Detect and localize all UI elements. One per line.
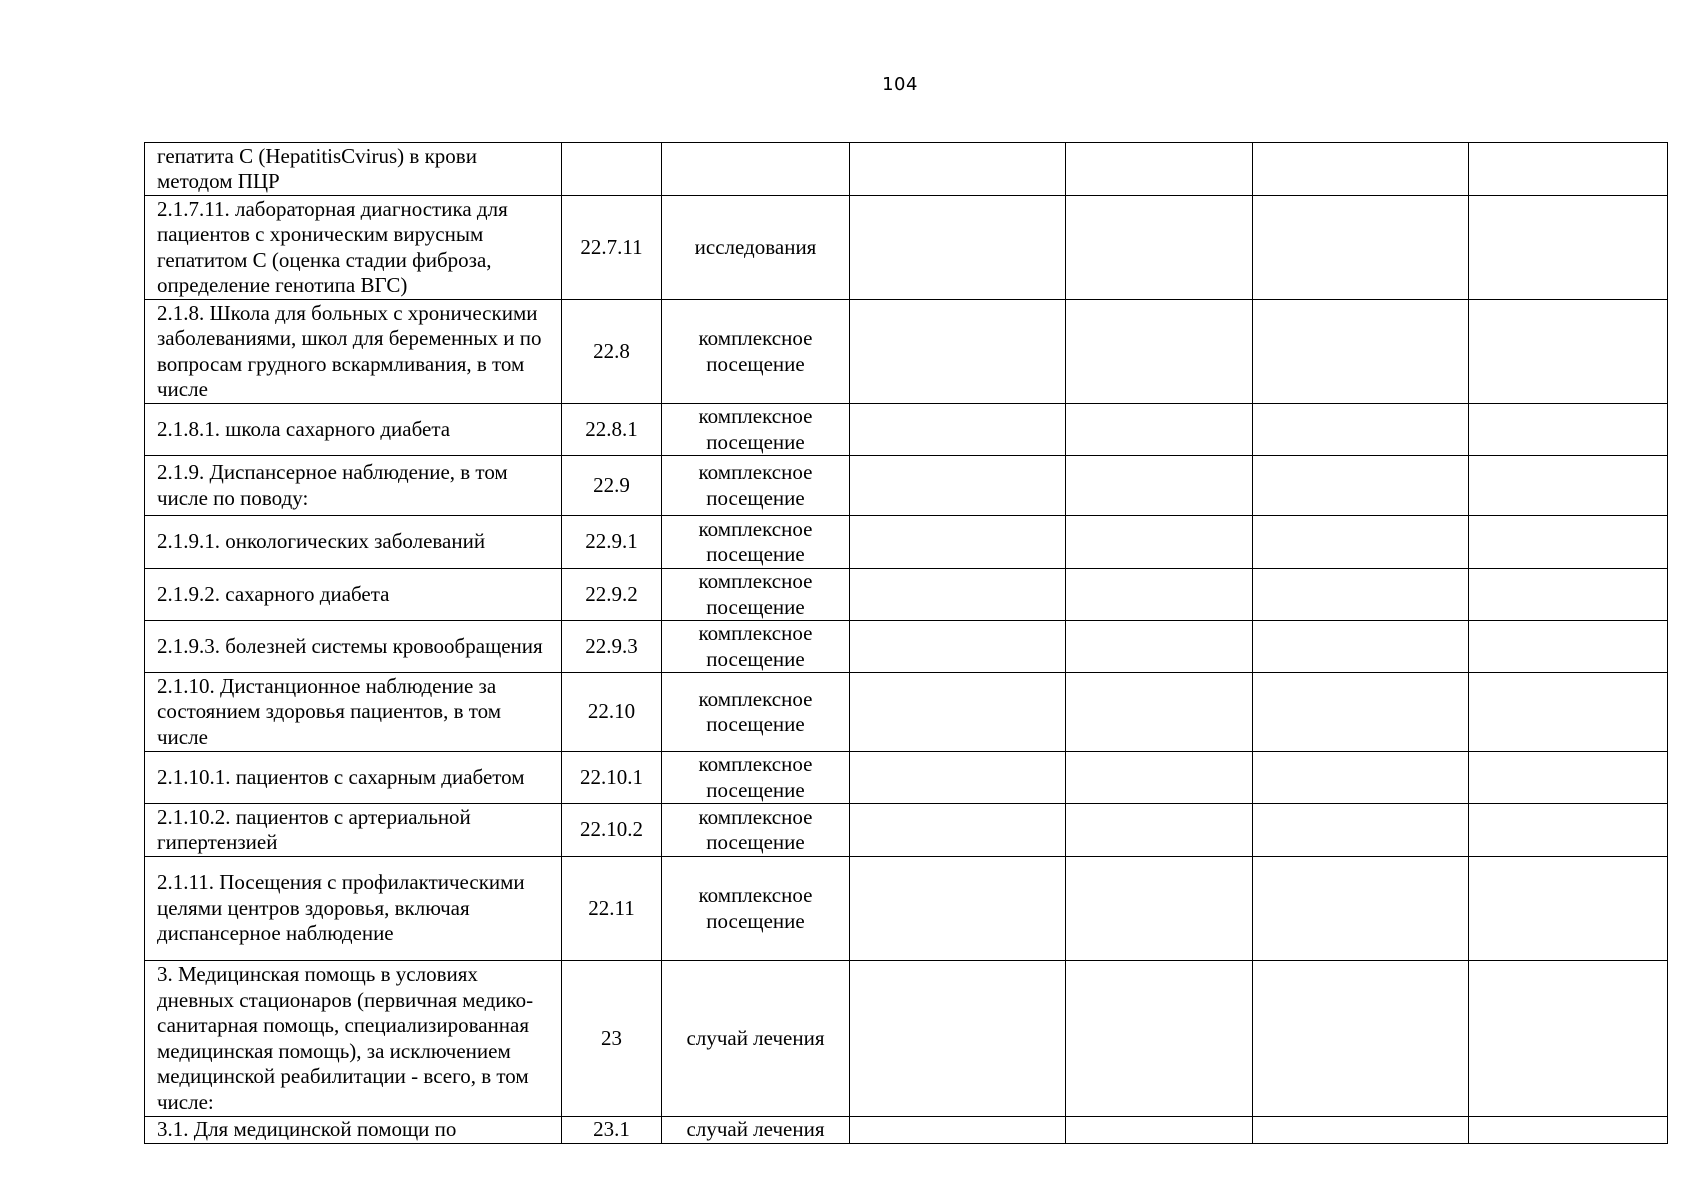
table-row	[145, 300, 1668, 404]
table-row	[145, 569, 1668, 621]
empty-cell	[1469, 857, 1668, 961]
empty-cell	[1253, 456, 1469, 516]
row-code: 22.7.11	[562, 196, 662, 300]
empty-cell	[1469, 143, 1668, 196]
table-row	[145, 516, 1668, 569]
row-code: 22.9	[562, 456, 662, 516]
row-code: 22.9.1	[562, 516, 662, 569]
empty-cell	[1253, 569, 1469, 621]
empty-cell	[1066, 673, 1253, 752]
row-name: 2.1.9.3. болезней системы кровообращения	[145, 621, 562, 673]
empty-cell	[1469, 196, 1668, 300]
empty-cell	[1253, 804, 1469, 857]
empty-cell	[1066, 804, 1253, 857]
empty-cell	[1066, 300, 1253, 404]
empty-cell	[850, 857, 1066, 961]
row-name: 2.1.9.2. сахарного диабета	[145, 569, 562, 621]
empty-cell	[1066, 569, 1253, 621]
row-name: 2.1.9. Диспансерное наблюдение, в том числе по поводу:	[145, 456, 562, 516]
empty-cell	[850, 404, 1066, 456]
empty-cell	[1253, 673, 1469, 752]
empty-cell	[1253, 143, 1469, 196]
empty-cell	[1253, 961, 1469, 1117]
row-unit: комплексное посещение	[662, 300, 850, 404]
empty-cell	[850, 516, 1066, 569]
empty-cell	[1066, 404, 1253, 456]
empty-cell	[1469, 961, 1668, 1117]
row-code: 22.10.2	[562, 804, 662, 857]
row-unit: комплексное посещение	[662, 404, 850, 456]
empty-cell	[1253, 516, 1469, 569]
row-unit: случай лечения	[662, 961, 850, 1117]
row-code: 22.10.1	[562, 752, 662, 804]
table-row	[145, 857, 1668, 961]
row-code: 23	[562, 961, 662, 1117]
row-name: гепатита С (HepatitisCvirus) в крови методом ПЦР	[145, 143, 562, 196]
empty-cell	[850, 752, 1066, 804]
empty-cell	[1253, 752, 1469, 804]
row-code: 22.8	[562, 300, 662, 404]
empty-cell	[1469, 516, 1668, 569]
row-name: 2.1.8. Школа для больных с хроническими заболеваниями, школ для беременных и по вопросам грудного вскармливания, в том числе	[145, 300, 562, 404]
empty-cell	[850, 1117, 1066, 1144]
table-row	[145, 961, 1668, 1117]
empty-cell	[1469, 673, 1668, 752]
empty-cell	[1066, 621, 1253, 673]
table-row	[145, 804, 1668, 857]
table-row	[145, 621, 1668, 673]
empty-cell	[1066, 857, 1253, 961]
empty-cell	[1253, 404, 1469, 456]
empty-cell	[850, 804, 1066, 857]
row-unit: комплексное посещение	[662, 621, 850, 673]
empty-cell	[1469, 1117, 1668, 1144]
empty-cell	[850, 300, 1066, 404]
empty-cell	[850, 196, 1066, 300]
row-name: 2.1.11. Посещения с профилактическими целями центров здоровья, включая диспансерное наблюдение	[145, 857, 562, 961]
page-number: 104	[882, 74, 918, 95]
empty-cell	[1253, 1117, 1469, 1144]
empty-cell	[1253, 196, 1469, 300]
empty-cell	[850, 673, 1066, 752]
empty-cell	[850, 961, 1066, 1117]
table-row	[145, 456, 1668, 516]
row-unit	[662, 143, 850, 196]
row-name: 2.1.9.1. онкологических заболеваний	[145, 516, 562, 569]
row-name: 2.1.8.1. школа сахарного диабета	[145, 404, 562, 456]
empty-cell	[1066, 456, 1253, 516]
empty-cell	[1469, 621, 1668, 673]
table-row	[145, 196, 1668, 300]
row-unit: комплексное посещение	[662, 456, 850, 516]
row-unit: комплексное посещение	[662, 804, 850, 857]
row-code: 22.11	[562, 857, 662, 961]
row-name: 3. Медицинская помощь в условиях дневных стационаров (первичная медико-санитарная помощь, специализированная медицинская помощь), за исключением медицинской реабилитации - всего, в том числе:	[145, 961, 562, 1117]
row-name: 2.1.7.11. лабораторная диагностика для пациентов с хроническим вирусным гепатитом С (оценка стадии фиброза, определение генотипа ВГС)	[145, 196, 562, 300]
empty-cell	[1253, 300, 1469, 404]
empty-cell	[1469, 404, 1668, 456]
row-unit: случай лечения	[662, 1117, 850, 1144]
empty-cell	[850, 143, 1066, 196]
table-row	[145, 1117, 1668, 1144]
row-unit: комплексное посещение	[662, 569, 850, 621]
row-code: 22.10	[562, 673, 662, 752]
empty-cell	[1066, 961, 1253, 1117]
empty-cell	[1469, 300, 1668, 404]
row-unit: комплексное посещение	[662, 857, 850, 961]
row-code: 22.9.2	[562, 569, 662, 621]
row-unit: исследования	[662, 196, 850, 300]
row-code: 22.8.1	[562, 404, 662, 456]
row-name: 2.1.10.1. пациентов с сахарным диабетом	[145, 752, 562, 804]
empty-cell	[850, 621, 1066, 673]
row-unit: комплексное посещение	[662, 516, 850, 569]
row-unit: комплексное посещение	[662, 673, 850, 752]
empty-cell	[1066, 143, 1253, 196]
row-code	[562, 143, 662, 196]
empty-cell	[850, 456, 1066, 516]
empty-cell	[1469, 569, 1668, 621]
table-row	[145, 673, 1668, 752]
row-name: 3.1. Для медицинской помощи по	[145, 1117, 562, 1144]
table-row	[145, 404, 1668, 456]
row-name: 2.1.10. Дистанционное наблюдение за состоянием здоровья пациентов, в том числе	[145, 673, 562, 752]
table-row	[145, 143, 1668, 196]
empty-cell	[1066, 752, 1253, 804]
row-code: 23.1	[562, 1117, 662, 1144]
empty-cell	[1253, 857, 1469, 961]
empty-cell	[850, 569, 1066, 621]
data-table	[144, 142, 1668, 1144]
empty-cell	[1469, 752, 1668, 804]
empty-cell	[1253, 621, 1469, 673]
empty-cell	[1469, 804, 1668, 857]
row-name: 2.1.10.2. пациентов с артериальной гипертензией	[145, 804, 562, 857]
table-row	[145, 752, 1668, 804]
row-unit: комплексное посещение	[662, 752, 850, 804]
empty-cell	[1469, 456, 1668, 516]
empty-cell	[1066, 516, 1253, 569]
empty-cell	[1066, 1117, 1253, 1144]
row-code: 22.9.3	[562, 621, 662, 673]
empty-cell	[1066, 196, 1253, 300]
